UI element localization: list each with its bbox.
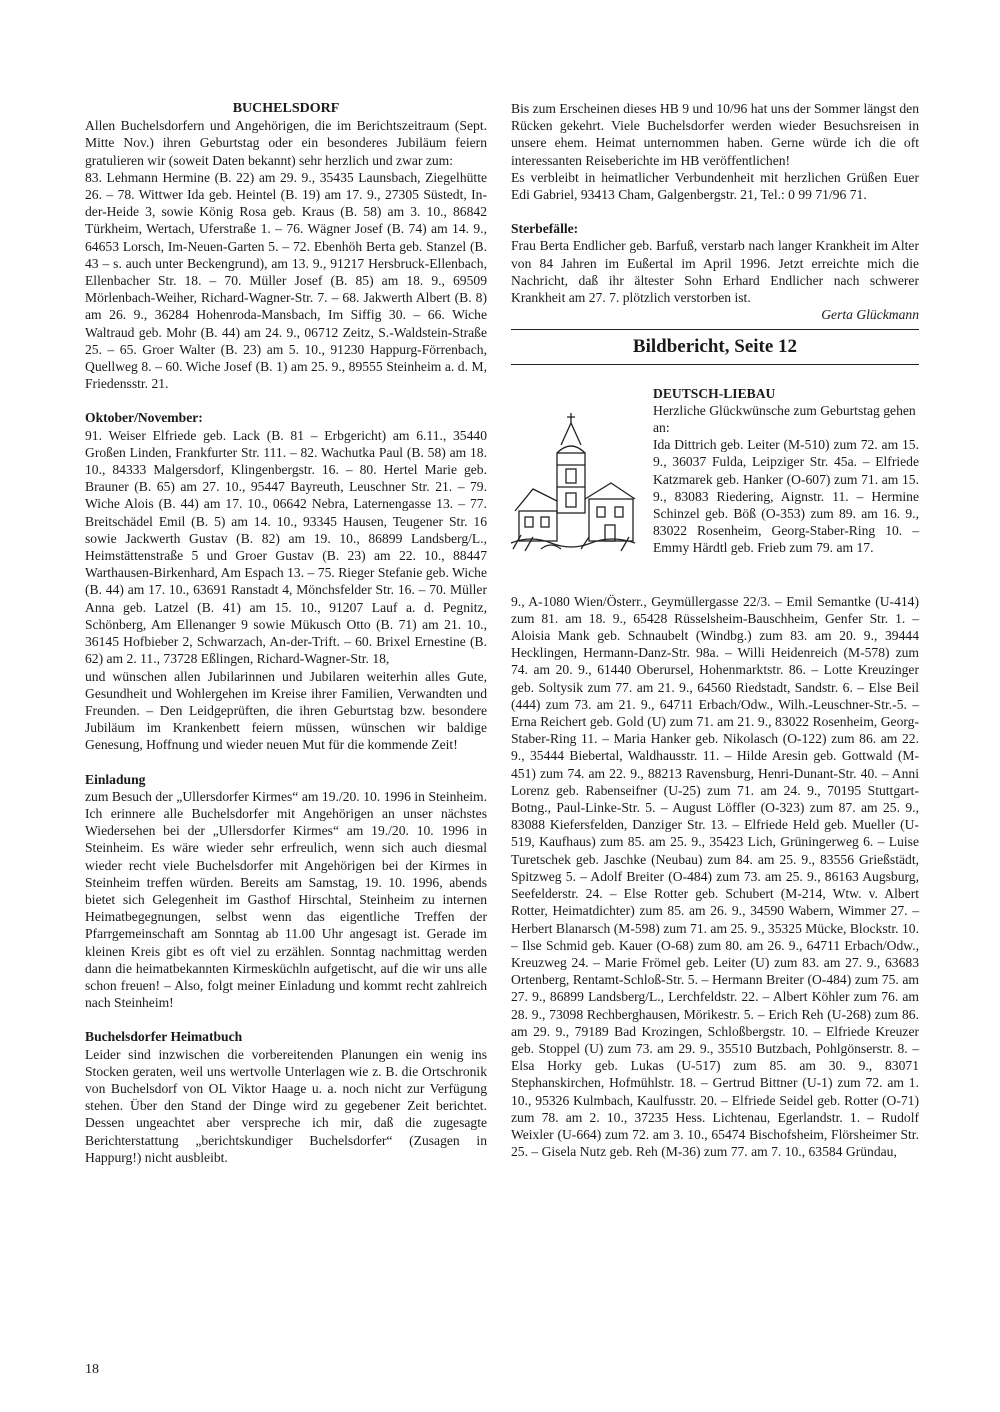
greetings-paragraph: Es verbleibt in heimatlicher Verbundenheit mit herzlichen Grüßen Euer Edi Gabriel, 93413 Cham, Galgenbergstr. 21, Tel.: 0 99 71/96 71. xyxy=(511,169,919,203)
bildbericht-heading: Bildbericht, Seite 12 xyxy=(632,336,798,358)
wishes-paragraph: und wünschen allen Jubilarinnen und Jubilaren weiterhin alles Gute, Gesundheit und Wohlergehen im Kreise ihrer Familien, Verwandten und Freunden. – Den Leidgeprüften, die ihren Geburtstag bzw. besondere Jubiläum im Krankenbett feiern müssen, wünschen wir baldige Genesung, Hoffnung und wieder neuen Mut für die kommende Zeit! xyxy=(85,668,487,753)
church-tower-drawing-icon xyxy=(511,403,639,553)
intro-paragraph: Allen Buchelsdorfern und Angehörigen, die im Berichtszeitraum (Sept. Mitte Nov.) ihren Geburtstag oder ein besonderes Jubiläum feiern gratulieren wir (soweit Daten bekannt) sehr herzlich und zwar zum: xyxy=(85,118,487,168)
deutsch-liebau-full-text: 9., A-1080 Wien/Österr., Geymüllergasse 22/3. – Emil Semantke (U-414) zum 81. am 18. 9., 65428 Rüsselsheim-Bauschheim, Genfer Str. 1. – Aloisia Mank geb. Schnaubelt (Windbg.) zum 83. am 20. 9., 39444 Hecklingen, Hermann-Danz-Str. 98a. – Willi Heidenreich (M-578) zum 74. am 20. 9., 61440 Oberursel, Hohenmarktstr. 86. – Lotte Kreuzinger geb. Soltysik zum 77. am 21. 9., 64560 Riedstadt, Sandstr. 6. – Else Beil (444) zum 73. am 21. 9., 64711 Erbach/Odw., Wilh.-Leuschner-Str.-5. – Erna Reichert geb. Gold (U) zum 71. am 21. 9., 83022 Rosenheim, Georg-Staber-Ring 11. – Maria Hanker geb. Nikolasch (O-122) zum 86. am 22. 9., 35444 Biebertal, Waldhausstr. 11. – Hilde Aresin geb. Gottwald (M-451) zum 74. am 22. 9., 88213 Ravensburg, Henri-Dunant-Str. 40. – Anni Lorenz geb. Rabenseifner (U-25) zum 71. am 24. 9., 70195 Stuttgart-Botng., Paul-Linke-Str. 5. – August Löffler (O-323) zum 87. am 25. 9., 83088 Kiefersfelden, Danziger Str. 13. – Elfriede Held geb. Mueller (U-519, Kaufhaus) zum 85. am 25. 9., 35423 Lich, Grüningerweg 6. – Luise Turetschek geb. Jaschke (Neubau) zum 84. am 25. 9., 83556 Grießstädt, Spitzweg 5. – Adolf Breiter (O-484) zum 73. am 25. 9., 86163 Augsburg, Seefelderstr. 24. – Else Rotter geb. Schubert (M-214, Wtw. v. Albert Rotter, Heimatdichter) zum 85. am 26. 9., 34590 Wabern, Wimmer 27. – Herbert Blanarsch (M-598) zum 71. am 25. 9., 35325 Mücke, Blockstr. 10. – Ilse Schmid geb. Kauer (O-68) zum 80. am 26. 9., 64711 Erbach/Odw., Kreuzweg 24. – Marie Frömel geb. Leiter (U) zum 83. am 27. 9., 63683 Ortenberg, Rentamt-Schloß-Str. 5. – Hermann Breiter (O-484) zum 75. am 27. 9., 86899 Landsberg/L., Lerchfeldstr. 22. – Albert Köhler zum 76. am 28. 9., 73098 Rechberghausen, Mörikestr. 5. – Erich Reh (U-268) zum 86. am 29. 9., 79189 Bad Krozingen, Schloßbergstr. 10. – Elfriede Kreuzer geb. Stoppel (U) zum 73. am 29. 9., 35510 Butzbach, Pohlgönserstr. 8. – Elsa Horky geb. Lukas (U-517) zum 85. am 30. 9., 83071 Stephanskirchen, Hofmühlstr. 18. – Gertrud Bittner (U-1) zum 72. am 1. 10., 95326 Kulmbach, Kaulfusstr. 20. – Elfriede Seidel geb. Rotter (O-71) zum 78. am 2. 10., 37235 Hess. Lichtenau, Egerlandstr. 1. – Rudolf Weixler (U-664) zum 72. am 3. 10., 65474 Bischofsheim, Flörsheimer Str. 25. – Gisela Nutz geb. Reh (M-36) zum 77. am 7. 10., 63584 Gründau, xyxy=(511,593,919,1160)
author-signature: Gerta Glückmann xyxy=(821,307,919,323)
heimatbuch-paragraph: Leider sind inzwischen die vorbereitenden Planungen ein wenig ins Stocken geraten, weil uns wertvolle Unterlagen wie z. B. die Ortschronik von Buchelsdorf von OL Viktor Haage u. a. noch nicht zur Verfügung stehen. Über den Stand der Dinge wird zu gegebener Zeit berichtet. Dessen ungeachtet aber verspreche ich mir, daß die zugesagte Berichterstattung „berichtskundiger Buchelsdorfer“ (Zusagen in Happurg!) nicht ausbleibt. xyxy=(85,1046,487,1165)
sterbefaelle-heading: Sterbefälle: xyxy=(511,221,579,237)
deutsch-liebau-side-text: Ida Dittrich geb. Leiter (M-510) zum 72. am 15. 9., 36037 Fulda, Leipziger Str. 45a. – Elfriede Katzmarek geb. Hanker (O-607) zum 71. am 15. 9., 83083 Riedering, Aignstr. 11. – Hermine Schinzel geb. Böß (O-353) zum 89. am 16. 9., 83022 Rosenheim, Georg-Staber-Ring 10. – Emmy Härdtl geb. Frieb zum 79. am 17. xyxy=(653,437,919,556)
section-title-buchelsdorf: BUCHELSDORF xyxy=(232,101,340,116)
left-column xyxy=(85,100,487,1166)
divider-bottom xyxy=(511,364,919,365)
september-birthdays: 83. Lehmann Hermine (B. 22) am 29. 9., 35435 Launsbach, Ziegelhütte 26. – 78. Wittwer Ida geb. Heintel (B. 19) am 17. 9., 27305 Süstedt, In-der-Heide 3, sowie König Rosa geb. Kraus (B. 58) am 3. 10., 86842 Türkheim, Wertach, Uferstraße 1. – 76. Wägner Josef (B. 74) am 14. 9., 64653 Lorsch, Im-Neuen-Garten 5. – 72. Ebenhöh Berta geb. Stanzel (B. 43 – s. auch unter Beckengrund), am 13. 9., 91217 Hersbruck-Ellenbach, Ellenbacher Str. 18. – 70. Müller Josef (B. 85) am 18. 9., 69509 Mörlenbach-Weiher, Richard-Wagner-Str. 7. – 68. Jakwerth Albert (B. 8) am 26. 9., 36284 Hohenroda-Mansbach, Im Siffig 30. – 66. Wiche Waltraud geb. Mohr (B. 44) am 24. 9., 06712 Zeitz, S.-Waldstein-Straße 25. – 65. Groer Walter (B. 23) am 5. 10., 91230 Happurg-Förrenbach, Quellweg 8. – 60. Wiche Josef (B. 1) am 25. 9., 89555 Steinheim a. d. M, Friedensstr. 21. xyxy=(85,169,487,392)
deutsch-liebau-title: DEUTSCH-LIEBAU xyxy=(653,385,776,401)
right-column xyxy=(511,100,919,1160)
october-november-birthdays: 91. Weiser Elfriede geb. Lack (B. 81 – Erbgericht) am 6.11., 35440 Großen Linden, Frankfurter Str. 111. – 82. Wachutka Paul (B. 58) am 18. 10., 84333 Malgersdorf, Klingenbergstr. 16. – 80. Hertel Marie geb. Brauner (B. 65) am 27. 10., 95447 Bayreuth, Leuschner Str. 21. – 79. Wiche Alois (B. 44) am 17. 10., 06642 Nebra, Laternengasse 13. – 77. Breitschädel Emil (B. 5) am 14. 10., 93345 Hausen, Teugener Str. 16 sowie Jackwerth Gustav (B. 82) am 19. 10., 86899 Landsberg/L., Heimstättenstraße 5 und Groer Gustav (B. 23) am 22. 10., 88447 Warthausen-Birkenhard, Am Espach 13. – 75. Rieger Stefanie geb. Wiche (B. 44) am 17. 10., 63691 Ranstadt 4, Mönchsfelder Str. 16. – 70. Müller Anna geb. Latzel (B. 41) am 15. 10., 91207 Lauf a. d. Pegnitz, Schönberg, Am Ellenanger 9 sowie Mükusch Otto (B. 71) am 21. 10., 36145 Hofbieber 2, Schwarzach, An-der-Trift. – 60. Brixel Ernestine (B. 62) am 2. 11., 73728 Eßlingen, Richard-Wagner-Str. 18, xyxy=(85,427,487,667)
page-number: 18 xyxy=(85,1362,99,1377)
deutsch-liebau-text xyxy=(653,385,919,557)
divider-top xyxy=(511,329,919,330)
october-november-heading: Oktober/November: xyxy=(85,410,203,426)
einladung-paragraph: zum Besuch der „Ullersdorfer Kirmes“ am 19./20. 10. 1996 in Steinheim. Ich erinnere alle Buchelsdorfer mit Angehörigen an unser nächstes Wiedersehen bei der „Ullersdorfer Kirmes“ am 19./20. 10. 1996 in Steinheim. Es wäre wieder sehr erfreulich, wenn sich auch diesmal wieder recht viele Buchelsdorfer mit Angehörigen bei der Kirmes in Steinheim treffen würden. Bereits am Samstag, 19. 10. 1996, abends bietet sich Gelegenheit im Gasthof Hirschtal, Steinheim zu internen Heimatbegegnungen, selbst wenn das eigentliche Treffen der Pfarrgemeinschaft am Sonntag ab 11.00 Uhr angesagt ist. Gerade im kleinen Kreis gibt es oft viel zu erzählen. Sonntag nachmittag werden dann die heimatbekannten Kirmesküchln aufgetischt, auf die wir uns alle schon freuen! – Also, folgt meiner Einladung und kommt recht zahlreich nach Steinheim! xyxy=(85,788,487,1011)
deutsch-liebau-intro: Herzliche Glückwünsche zum Geburtstag gehen an: xyxy=(653,402,916,436)
heimatbuch-heading: Buchelsdorfer Heimatbuch xyxy=(85,1029,243,1045)
sterbefaelle-paragraph: Frau Berta Endlicher geb. Barfuß, verstarb nach langer Krankheit im Alter von 84 Jahren im Eußertal im April 1996. Jetzt erreichte mich die Nachricht, daß ihr ältester Sohn Erhard Endlicher nach schwerer Krankheit am 27. 7. plötzlich verstorben ist. xyxy=(511,238,919,306)
summer-paragraph: Bis zum Erscheinen dieses HB 9 und 10/96 hat uns der Sommer längst den Rücken gekehrt. Viele Buchelsdorfer werden wieder Besuchsreisen in unsere ehem. Heimat unternommen haben. Gerne würde ich die oft interessanten Reiseberichte im HB veröffentlichen! xyxy=(511,101,919,168)
einladung-heading: Einladung xyxy=(85,771,146,787)
deutsch-liebau-block xyxy=(511,385,919,593)
